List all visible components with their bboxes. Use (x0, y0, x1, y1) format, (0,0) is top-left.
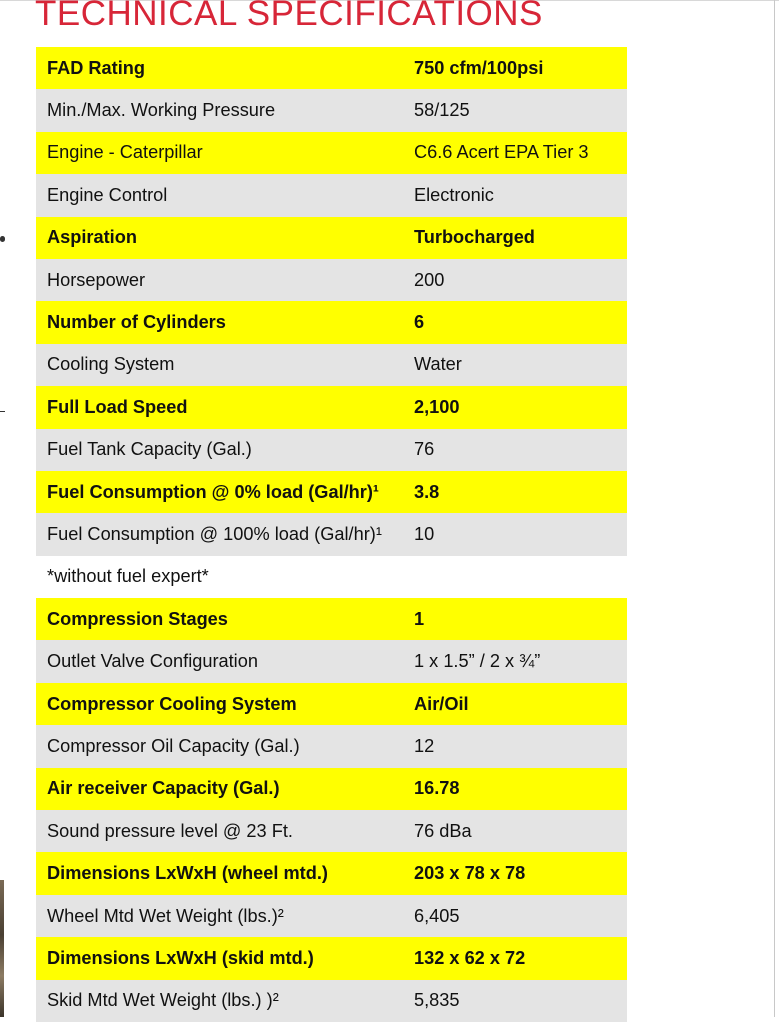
spec-row-skid-weight (36, 980, 627, 1022)
spec-row-compression-stages (36, 598, 627, 640)
spec-label: Dimensions LxWxH (wheel mtd.) (47, 863, 328, 884)
spec-row-outlet-valve (36, 640, 627, 682)
spec-label: FAD Rating (47, 57, 146, 78)
spec-row-cylinders (36, 301, 627, 343)
spec-value: 6,405 (414, 905, 460, 926)
spec-label: Full Load Speed (47, 396, 188, 417)
spec-value: 5,835 (414, 990, 460, 1011)
spec-row-sound-pressure (36, 810, 627, 852)
spec-row-full-load-speed (36, 386, 627, 428)
spec-label: Compressor Cooling System (47, 693, 297, 714)
spec-label: Wheel Mtd Wet Weight (lbs.)² (47, 905, 284, 926)
edge-bullet (0, 236, 5, 242)
spec-value: Electronic (414, 184, 494, 205)
edge-photo-fragment (0, 880, 4, 1017)
spec-value: Water (414, 354, 462, 375)
spec-row-wheel-weight (36, 895, 627, 937)
spec-label: Skid Mtd Wet Weight (lbs.) )² (47, 990, 279, 1011)
spec-value: 132 x 62 x 72 (414, 947, 526, 968)
spec-row-air-receiver (36, 768, 627, 810)
spec-row-engine (36, 132, 627, 174)
spec-row-working-pressure (36, 89, 627, 131)
spec-row-fuel-consumption-0 (36, 471, 627, 513)
footnote-row (36, 556, 627, 598)
spec-label: Sound pressure level @ 23 Ft. (47, 820, 293, 841)
spec-value: 58/125 (414, 100, 470, 121)
spec-value: 2,100 (414, 396, 460, 417)
page-title: TECHNICAL SPECIFICATIONS (35, 0, 543, 33)
spec-row-aspiration (36, 217, 627, 259)
edge-dash (0, 411, 5, 412)
footnote-text: *without fuel expert* (47, 566, 209, 587)
spec-value: 1 x 1.5” / 2 x ¾” (414, 651, 541, 672)
spec-label: Fuel Tank Capacity (Gal.) (47, 439, 252, 460)
spec-value: 12 (414, 735, 435, 756)
spec-value: 200 (414, 269, 445, 290)
spec-value: 1 (414, 608, 425, 629)
spec-label: Fuel Consumption @ 0% load (Gal/hr)¹ (47, 481, 379, 502)
spec-row-fad-rating (36, 47, 627, 89)
spec-value: 76 (414, 439, 435, 460)
spec-value: 16.78 (414, 778, 460, 799)
spec-label: Fuel Consumption @ 100% load (Gal/hr)¹ (47, 523, 382, 544)
spec-row-dimensions-skid (36, 937, 627, 979)
spec-value: 6 (414, 312, 425, 333)
spec-value: 750 cfm/100psi (414, 57, 544, 78)
spec-label: Horsepower (47, 269, 146, 290)
spec-value: Turbocharged (414, 227, 535, 248)
spec-row-fuel-tank (36, 429, 627, 471)
spec-label: Compressor Oil Capacity (Gal.) (47, 735, 300, 756)
spec-label: Air receiver Capacity (Gal.) (47, 778, 280, 799)
spec-value: 203 x 78 x 78 (414, 863, 526, 884)
spec-label: Compression Stages (47, 608, 228, 629)
spec-row-compressor-cooling (36, 683, 627, 725)
spec-label: Dimensions LxWxH (skid mtd.) (47, 947, 314, 968)
spec-label: Number of Cylinders (47, 312, 226, 333)
spec-row-compressor-oil (36, 725, 627, 767)
spec-row-fuel-consumption-100 (36, 513, 627, 555)
spec-label: Min./Max. Working Pressure (47, 100, 276, 121)
spec-label: Outlet Valve Configuration (47, 651, 258, 672)
spec-label: Aspiration (47, 227, 137, 248)
page-edge (774, 0, 775, 1017)
spec-label: Engine Control (47, 184, 168, 205)
spec-row-horsepower (36, 259, 627, 301)
spec-row-dimensions-wheel (36, 852, 627, 894)
spec-value: C6.6 Acert EPA Tier 3 (414, 142, 589, 163)
spec-value: 10 (414, 523, 435, 544)
spec-value: 76 dBa (414, 820, 472, 841)
spec-label: Cooling System (47, 354, 175, 375)
spec-label: Engine - Caterpillar (47, 142, 203, 163)
spec-value: Air/Oil (414, 693, 469, 714)
spec-value: 3.8 (414, 481, 440, 502)
spec-row-cooling-system (36, 344, 627, 386)
spec-table (36, 47, 627, 1022)
spec-row-engine-control (36, 174, 627, 216)
